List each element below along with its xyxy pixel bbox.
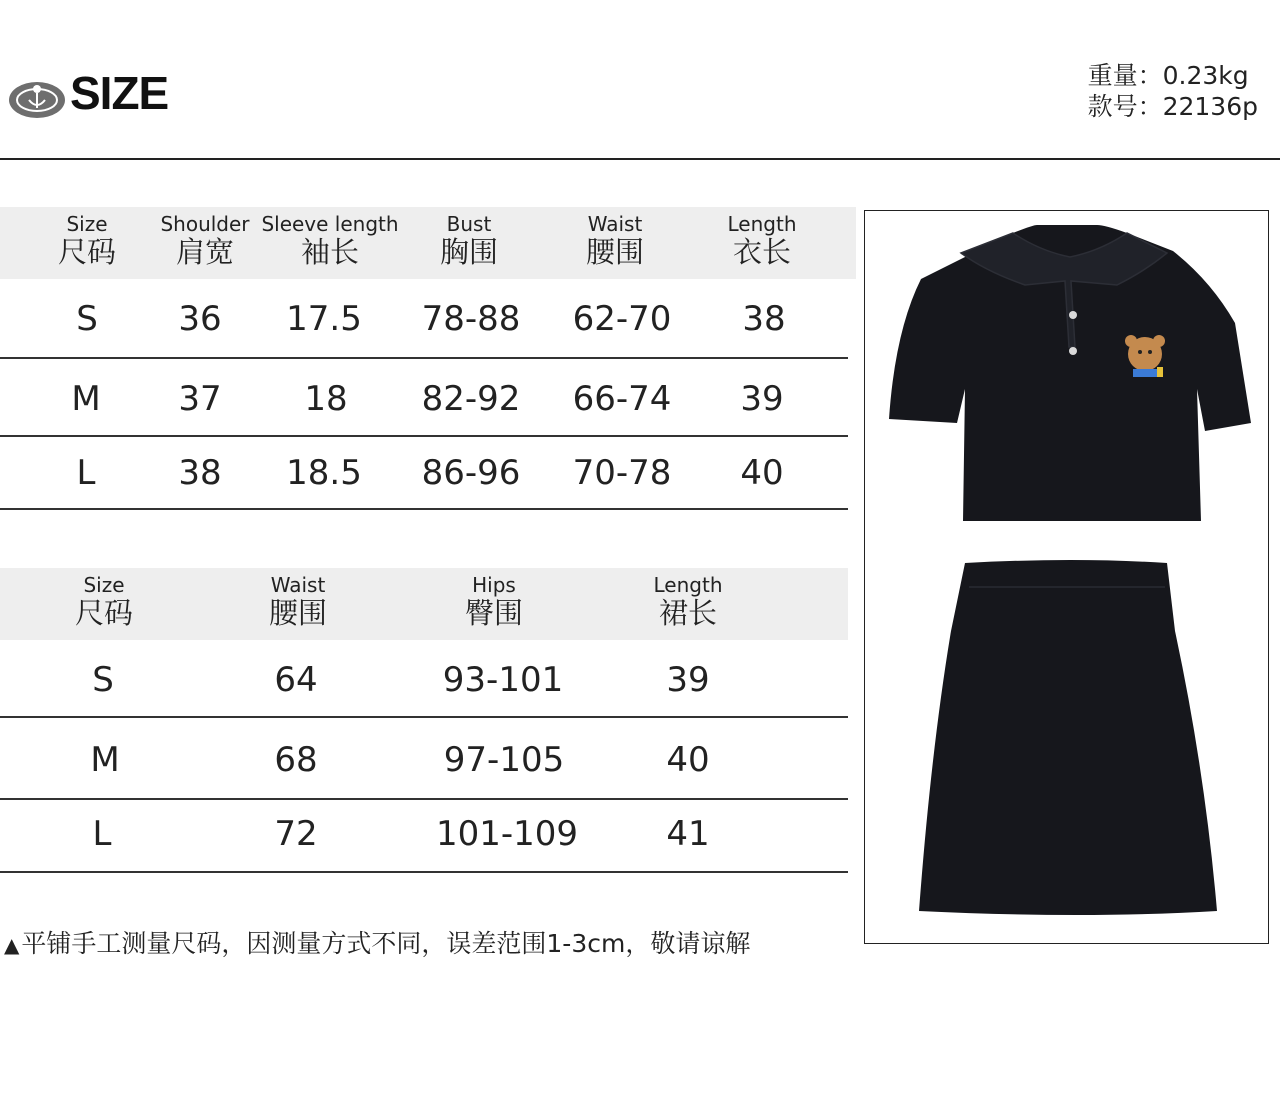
skirt-shape <box>919 560 1217 915</box>
table-cell: 62-70 <box>572 299 672 339</box>
table-cell: 40 <box>666 740 710 780</box>
table-cell: 18.5 <box>286 453 362 493</box>
table-cell: L <box>76 453 96 493</box>
table-cell: 39 <box>666 660 710 700</box>
table-row <box>0 718 848 800</box>
header-cell <box>58 207 116 279</box>
table-cell: 66-74 <box>572 379 672 419</box>
table-cell: 78-88 <box>421 299 521 339</box>
brand-logo-icon <box>8 76 66 120</box>
header-en: Waist <box>587 212 643 236</box>
header-en: Hips <box>472 573 516 597</box>
table-cell: 97-105 <box>443 740 565 780</box>
header-en: Waist <box>270 573 326 597</box>
header-cell <box>269 568 327 640</box>
header-zh: 袖长 <box>300 235 360 269</box>
header-cell <box>160 207 249 279</box>
header-zh: 胸围 <box>439 235 499 269</box>
header-cell <box>728 207 797 279</box>
header-en: Length <box>653 573 723 597</box>
table-row <box>0 640 848 718</box>
triangle-marker-icon: ▲ <box>4 933 20 957</box>
table-cell: 38 <box>178 453 222 493</box>
top-size-table <box>0 207 852 510</box>
header-cell <box>465 568 523 640</box>
table-cell: 86-96 <box>421 453 521 493</box>
header-zh: 尺码 <box>57 235 117 269</box>
weight-text: 重量：0.23kg <box>1087 61 1249 90</box>
table-cell: 93-101 <box>442 660 564 700</box>
table-row <box>0 437 848 510</box>
note-text: 平铺手工测量尺码，因测量方式不同，误差范围1-3cm，敬请谅解 <box>21 929 751 958</box>
table-cell: 41 <box>666 814 710 854</box>
header-divider <box>0 158 1280 160</box>
table-row <box>0 800 848 873</box>
header-cell <box>261 207 398 279</box>
table-cell: S <box>92 660 114 700</box>
header <box>0 0 1280 160</box>
product-meta <box>1088 60 1258 122</box>
table-cell: 101-109 <box>435 814 579 854</box>
table-cell: M <box>71 379 101 419</box>
table-cell: M <box>90 740 120 780</box>
top-table-header <box>0 207 856 279</box>
header-en: Size <box>83 573 125 597</box>
header-en: Sleeve length <box>261 212 399 236</box>
table-cell: 40 <box>740 453 784 493</box>
table-cell: 70-78 <box>572 453 672 493</box>
button-icon <box>1069 347 1077 355</box>
header-en: Bust <box>446 212 492 236</box>
header-en: Size <box>66 212 108 236</box>
header-cell <box>75 568 133 640</box>
header-en: Length <box>727 212 797 236</box>
header-cell <box>586 207 644 279</box>
table-cell: L <box>92 814 112 854</box>
size-title: SIZE <box>70 67 169 119</box>
style-number-text: 款号：22136p <box>1087 92 1258 121</box>
header-zh: 腰围 <box>268 596 328 630</box>
header-cell <box>654 568 723 640</box>
table-cell: 38 <box>742 299 786 339</box>
header-zh: 衣长 <box>732 235 792 269</box>
table-cell: 36 <box>178 299 222 339</box>
table-cell: 82-92 <box>421 379 521 419</box>
table-cell: 17.5 <box>286 299 362 339</box>
header-zh: 尺码 <box>74 596 134 630</box>
table-cell: 37 <box>178 379 222 419</box>
table-cell: 68 <box>274 740 318 780</box>
measurement-note <box>4 924 750 960</box>
table-row <box>0 279 848 359</box>
table-cell: S <box>76 299 98 339</box>
table-cell: 64 <box>274 660 318 700</box>
garment-illustration <box>865 211 1270 945</box>
table-cell: 72 <box>274 814 318 854</box>
table-cell: 18 <box>304 379 348 419</box>
header-zh: 裙长 <box>658 596 718 630</box>
table-cell: 39 <box>740 379 784 419</box>
header-zh: 臀围 <box>464 596 524 630</box>
header-zh: 腰围 <box>585 235 645 269</box>
header-cell <box>440 207 498 279</box>
header-en: Shoulder <box>160 212 250 236</box>
button-icon <box>1069 311 1077 319</box>
skirt-table-header <box>0 568 848 640</box>
table-row <box>0 359 848 437</box>
skirt-size-table <box>0 568 852 873</box>
header-zh: 肩宽 <box>175 235 234 269</box>
product-photo <box>864 210 1269 944</box>
